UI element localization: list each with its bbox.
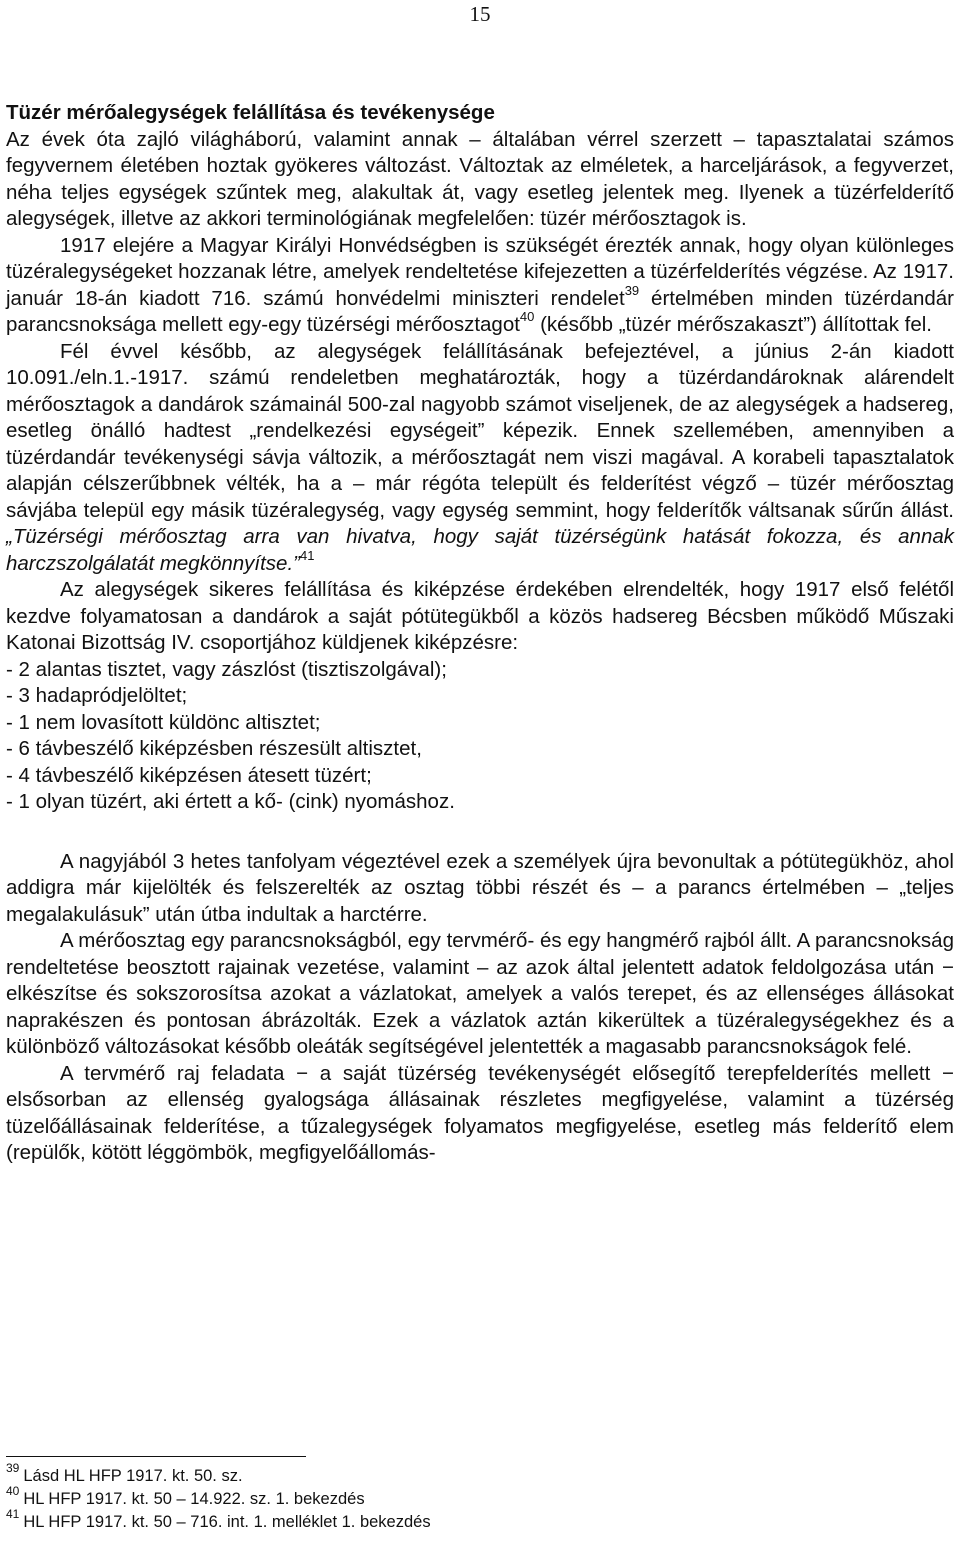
footnote-text: Lásd HL HFP 1917. kt. 50. sz. <box>23 1467 243 1485</box>
paragraph-text: 1917 elejére a Magyar Királyi Honvédségben is szükségét érezték annak, hogy olyan különleges tüzéralegységeket hozzanak létre, amelyek rendeltetése kifejezetten a tüzérfelderítés végzése. Az 1917. január 18-án kiadott 716. számú honvédelmi miniszteri rendelet <box>6 233 954 310</box>
footnote-ref-40[interactable]: 40 <box>519 309 535 325</box>
footnote-number: 41 <box>6 1506 20 1521</box>
paragraph-training: Az alegységek sikeres felállítása és kiképzése érdekében elrendelték, hogy 1917 első felétől kezdve folyamatosan a dandárok a saját pótütegükből a közös hadsereg Bécsben működő Műszaki Katonai Bizottság IV. csoportjához küldjenek kiképzésre: <box>6 578 954 654</box>
page-number: 15 <box>469 2 491 26</box>
paragraph-half-year-later <box>6 339 954 578</box>
footnote-text: HL HFP 1917. kt. 50 – 14.922. sz. 1. bekezdés <box>23 1490 365 1508</box>
list-item: - 1 nem lovasított küldönc altisztet; <box>6 710 321 734</box>
quotation: „Tüzérségi mérőosztag arra van hivatva, hogy saját tüzérségünk hatását fokozza, és annak harczszolgálatát megkönnyítse.” <box>6 525 954 575</box>
list-item: - 4 távbeszélő kiképzésen átesett tüzért; <box>6 763 372 787</box>
paragraph-text: értelmében minden tüzérdandár parancsnoksága mellett egy-egy tüzérségi mérőosztagot <box>6 286 954 336</box>
requirements-list <box>6 657 954 816</box>
section-title: Tüzér mérőalegységek felállítása és tevékenysége <box>6 101 495 124</box>
footnote-ref-39[interactable]: 39 <box>624 282 640 298</box>
paragraph-1917-order <box>6 233 954 339</box>
list-item: - 1 olyan tüzért, aki értett a kő- (cink) nyomáshoz. <box>6 790 455 813</box>
footnote-41 <box>6 1506 906 1534</box>
footnote-number: 39 <box>6 1460 20 1475</box>
footnote-ref-41[interactable]: 41 <box>299 547 315 563</box>
footnote-number: 40 <box>6 1483 20 1498</box>
paragraph-text: Fél évvel később, az alegységek felállításának befejeztével, a június 2-án kiadott 10.091./eln.1.-1917. számú rendeletben meghatározták, hogy a tüzérdandároknak alárendelt mérőosztagok a dandárok számainál 500-zal nagyobb számot viseljenek, de az alegységek a hadsereg, esetleg önálló hadtest „rendelkezési egységeit” képezik. Ennek szellemében, amennyiben a tüzérdandár tevékenységi sávja változik, a mérőosztagát nem viszi magával. A korabeli tapasztalatok alapján célszerűbbnek vélték, ha a – már régóta települt és felderítést végző – tüzér mérőosztag sávjába települ egy másik tüzéralegység, vagy egység semmint, hogy felderítők váltsanak sűrűn állást. <box>6 339 954 522</box>
footnote-text: HL HFP 1917. kt. 50 – 716. int. 1. melléklet 1. bekezdés <box>23 1513 431 1531</box>
footnote-divider <box>6 1456 306 1457</box>
paragraph-intro: Az évek óta zajló világháború, valamint annak – általában vérrel szerzett – tapasztalatai számos fegyvernem életében hoztak gyökeres változást. Változtak az elméletek, a harceljárások, a fegyverzet, néha teljes egységek szűntek meg, alakultak át, vagy esetleg jelentek meg. Ilyenek a tüzérfelderítő alegységek, illetve az akkori terminológiának megfelelően: tüzér mérőosztagok is. <box>6 127 954 230</box>
footnote-39 <box>6 1460 906 1488</box>
main-text <box>6 100 954 1167</box>
list-item: - 6 távbeszélő kiképzésben részesült altisztet, <box>6 737 422 760</box>
paragraph-gap <box>6 816 954 849</box>
footnote-40 <box>6 1483 906 1511</box>
paragraph-survey-squad: A tervmérő raj feladata − a saját tüzérség tevékenységét elősegítő terepfelderítés mellett − elsősorban az ellenség gyalogsága állásainak részletes megfigyelése, valamint a tüzérség tüzelőállásainak felderítése, a tűzalegységek folyamatos megfigyelése, esetleg más felderítő elem (repülők, kötött léggömbök, megfigyelőállomás- <box>6 1061 954 1164</box>
paragraph-text: (később „tüzér mérőszakaszt”) állítottak fel. <box>534 313 932 336</box>
paragraph-course: A nagyjából 3 hetes tanfolyam végeztével ezek a személyek újra bevonultak a pótütegükhöz, ahol addigra már kijelölték és felszerelték az osztag többi részét és – a parancs értelmében – „teljes megalakulásuk” után útba indultak a harctérre. <box>6 849 954 926</box>
list-item: - 2 alantas tisztet, vagy zászlóst (tisztiszolgával); <box>6 657 447 681</box>
paragraph-structure: A mérőosztag egy parancsnokságból, egy tervmérő- és egy hangmérő rajból állt. A parancsnokság rendeltetése beosztott rajainak vezetése, valamint – az azok által jelentett adatok feldolgozása után − elkészítse és sokszorosítsa azokat a vázlatokat, amelyek a valós terepet, és az ellenséges állásokat naprakészen és pontosan ábrázolták. Ezek a vázlatok aztán kikerültek a tüzéralegységekhez és a különböző változásokat később oleáták segítségével jelentették a magasabb parancsnokságok felé. <box>6 929 954 1058</box>
footnotes <box>6 1460 906 1534</box>
list-item: - 3 hadapródjelöltet; <box>6 684 188 707</box>
